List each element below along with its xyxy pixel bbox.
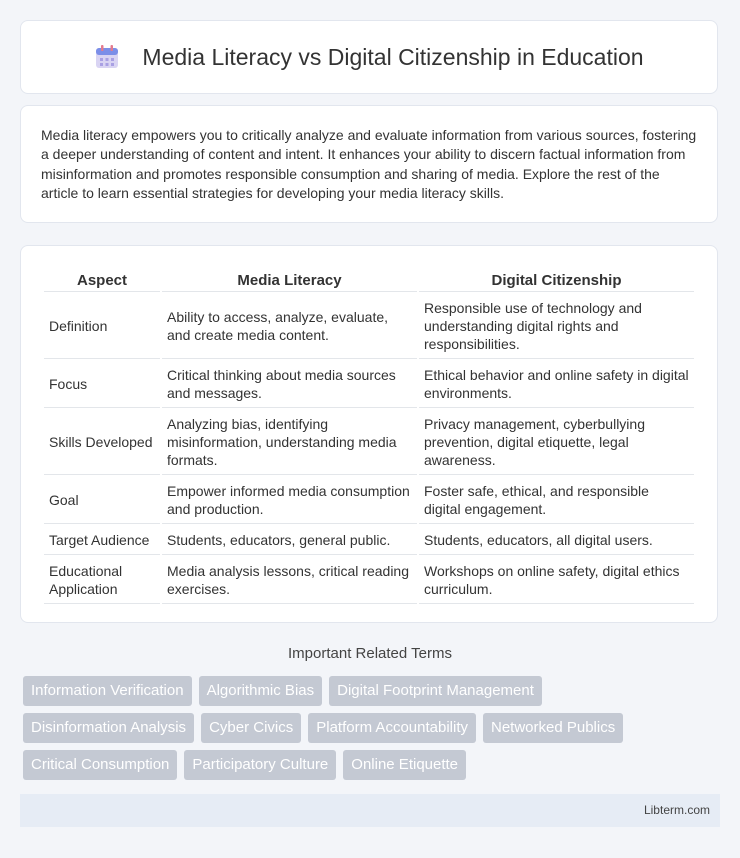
row-media-literacy: Critical thinking about media sources and messages. xyxy=(162,361,417,408)
table-row xyxy=(44,361,694,408)
row-digital-citizenship: Ethical behavior and online safety in digital environments. xyxy=(419,361,694,408)
footer-site-link[interactable]: Libterm.com xyxy=(643,803,710,817)
table-row xyxy=(44,410,694,475)
column-header-digital-citizenship: Digital Citizenship xyxy=(419,268,694,292)
related-terms-title: Important Related Terms xyxy=(288,645,452,662)
tag-networked-publics[interactable]: Networked Publics xyxy=(483,713,623,743)
table-row xyxy=(44,557,694,604)
footer xyxy=(20,794,720,827)
title-card xyxy=(20,20,718,94)
row-digital-citizenship: Foster safe, ethical, and responsible digital engagement. xyxy=(419,477,694,524)
row-digital-citizenship: Privacy management, cyberbullying prevention, digital etiquette, legal awareness. xyxy=(419,410,694,475)
table-row xyxy=(44,294,694,359)
row-digital-citizenship: Responsible use of technology and understanding digital rights and responsibilities. xyxy=(419,294,694,359)
table-header-row xyxy=(44,268,694,292)
row-aspect: Focus xyxy=(44,361,160,408)
intro-paragraph: Media literacy empowers you to critically analyze and evaluate information from various sources, fostering a deeper understanding of content and intent. It enhances your ability to discern factual information from misinformation and promotes responsible consumption and sharing of media. Explore the rest of the article to learn essential strategies for developing your media literacy skills. xyxy=(41,127,697,202)
row-media-literacy: Media analysis lessons, critical reading exercises. xyxy=(162,557,417,604)
row-aspect: Definition xyxy=(44,294,160,359)
table-row xyxy=(44,477,694,524)
tag-participatory-culture[interactable]: Participatory Culture xyxy=(184,750,336,780)
row-digital-citizenship: Workshops on online safety, digital ethics curriculum. xyxy=(419,557,694,604)
tag-digital-footprint-management[interactable]: Digital Footprint Management xyxy=(329,676,542,706)
tag-row xyxy=(23,676,723,706)
comparison-table xyxy=(42,266,696,606)
tag-platform-accountability[interactable]: Platform Accountability xyxy=(308,713,476,743)
intro-card xyxy=(20,105,718,223)
tag-critical-consumption[interactable]: Critical Consumption xyxy=(23,750,177,780)
tag-row xyxy=(23,713,723,743)
row-media-literacy: Ability to access, analyze, evaluate, and create media content. xyxy=(162,294,417,359)
tag-cyber-civics[interactable]: Cyber Civics xyxy=(201,713,301,743)
column-header-media-literacy: Media Literacy xyxy=(162,268,417,292)
column-header-aspect: Aspect xyxy=(44,268,160,292)
row-aspect: Educational Application xyxy=(44,557,160,604)
table-row xyxy=(44,526,694,555)
row-media-literacy: Empower informed media consumption and production. xyxy=(162,477,417,524)
tag-online-etiquette[interactable]: Online Etiquette xyxy=(343,750,466,780)
row-aspect: Skills Developed xyxy=(44,410,160,475)
page-title: Media Literacy vs Digital Citizenship in Education xyxy=(142,43,644,70)
tag-information-verification[interactable]: Information Verification xyxy=(23,676,192,706)
row-digital-citizenship: Students, educators, all digital users. xyxy=(419,526,694,555)
row-aspect: Target Audience xyxy=(44,526,160,555)
comparison-table-card xyxy=(20,245,718,623)
row-media-literacy: Analyzing bias, identifying misinformation, understanding media formats. xyxy=(162,410,417,475)
tag-disinformation-analysis[interactable]: Disinformation Analysis xyxy=(23,713,194,743)
calendar-icon xyxy=(94,44,120,70)
tag-algorithmic-bias[interactable]: Algorithmic Bias xyxy=(199,676,323,706)
related-terms-list xyxy=(23,676,723,787)
row-aspect: Goal xyxy=(44,477,160,524)
tag-row xyxy=(23,750,723,780)
row-media-literacy: Students, educators, general public. xyxy=(162,526,417,555)
